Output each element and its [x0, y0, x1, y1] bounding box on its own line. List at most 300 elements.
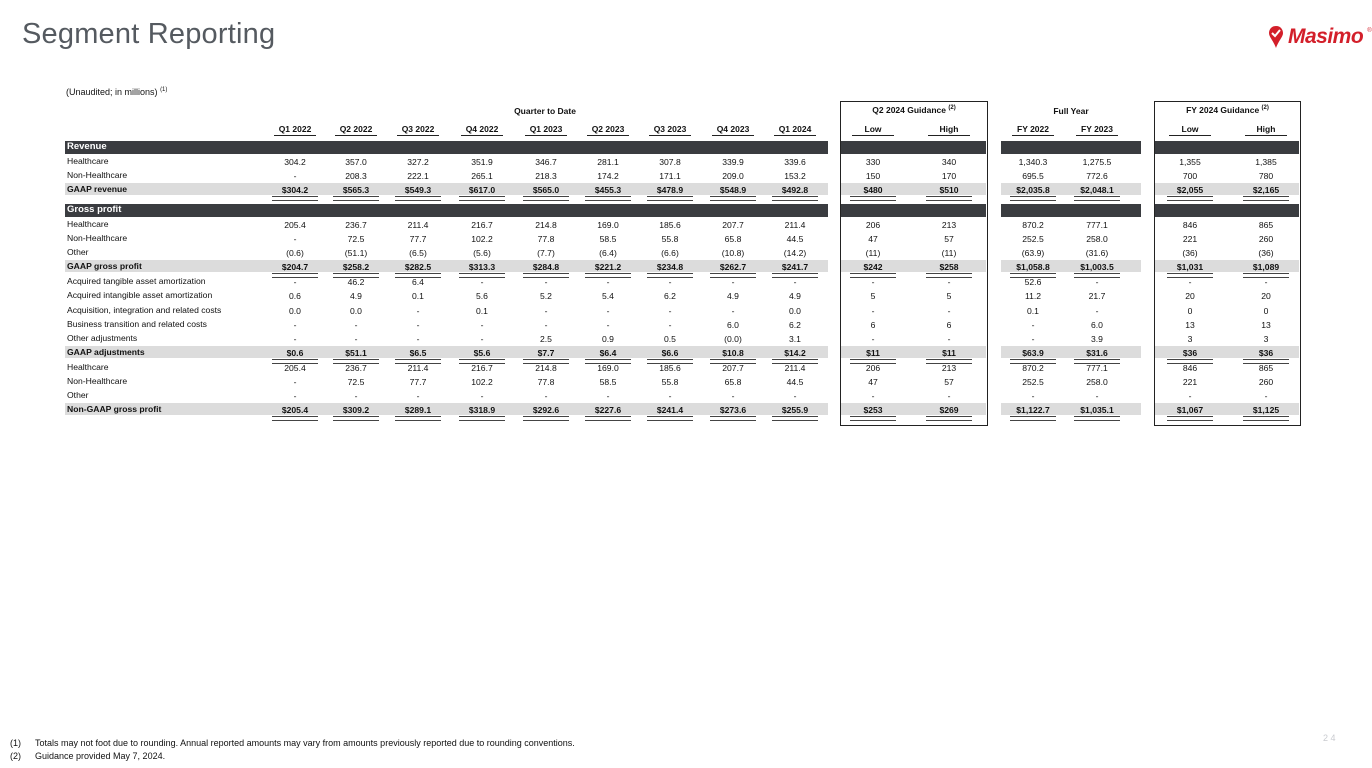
section-bar [1155, 204, 1299, 217]
column-header: Q3 2023 [649, 124, 691, 136]
table-cell: 252.5 [1022, 234, 1044, 244]
subtotal-row [0, 403, 1365, 417]
double-underline [772, 416, 818, 421]
table-cell: 213 [941, 220, 957, 230]
column-header: High [928, 124, 970, 136]
table-cell: 65.8 [724, 234, 742, 244]
double-underline [647, 416, 693, 421]
table-cell: - [544, 391, 548, 401]
table-cell: 44.5 [786, 377, 804, 387]
table-cell: $480 [863, 185, 883, 195]
table-cell: - [1095, 306, 1099, 316]
table-cell: 216.7 [471, 363, 493, 373]
table-cell: - [1031, 320, 1035, 330]
subtotal-row [0, 346, 1365, 360]
table-row [0, 169, 1365, 183]
double-underline [647, 196, 693, 201]
table-cell: $1,089 [1252, 262, 1280, 272]
table-cell: 870.2 [1022, 220, 1044, 230]
group-full-year: Full Year [1053, 106, 1089, 116]
table-cell: 47 [868, 377, 878, 387]
table-cell: 2.5 [540, 334, 552, 344]
table-row [0, 332, 1365, 346]
row-label: Non-GAAP gross profit [67, 404, 162, 414]
table-cell: 1,355 [1179, 157, 1201, 167]
table-cell: (63.9) [1021, 248, 1045, 258]
table-cell: 4.9 [789, 291, 801, 301]
table-cell: 330 [865, 157, 881, 167]
column-header: FY 2022 [1012, 124, 1054, 136]
table-cell: $0.6 [286, 348, 304, 358]
table-cell: $36 [1182, 348, 1198, 358]
column-header: Q1 2022 [274, 124, 316, 136]
table-cell: $304.2 [281, 185, 309, 195]
table-cell: 307.8 [659, 157, 681, 167]
table-cell: (11) [941, 248, 957, 258]
group-q2-2024-guidance [841, 105, 987, 115]
table-cell: 206 [865, 363, 881, 373]
table-cell: 695.5 [1022, 171, 1044, 181]
table-cell: 258.0 [1086, 377, 1108, 387]
column-header: Q1 2023 [525, 124, 567, 136]
table-cell: 169.0 [597, 220, 619, 230]
table-cell: - [668, 391, 672, 401]
table-cell: - [480, 320, 484, 330]
table-cell: - [293, 171, 297, 181]
row-label: Acquisition, integration and related costs [67, 305, 222, 315]
table-cell: - [606, 320, 610, 330]
table-cell: 72.5 [347, 377, 365, 387]
table-cell: $6.4 [599, 348, 617, 358]
double-underline [523, 196, 569, 201]
double-underline [272, 196, 318, 201]
double-underline [1010, 196, 1056, 201]
table-cell: 52.6 [1024, 277, 1042, 287]
table-cell: $6.6 [661, 348, 679, 358]
table-cell: 216.7 [471, 220, 493, 230]
table-cell: 222.1 [407, 171, 429, 181]
table-cell: 351.9 [471, 157, 493, 167]
table-cell: 780 [1258, 171, 1274, 181]
table-cell: 0 [1187, 306, 1193, 316]
table-cell: (51.1) [344, 248, 368, 258]
double-underline [710, 416, 756, 421]
table-cell: 209.0 [722, 171, 744, 181]
double-underline [272, 416, 318, 421]
q2-guidance-note: (2) [948, 105, 956, 112]
table-cell: $2,165 [1252, 185, 1280, 195]
table-cell: - [1095, 277, 1099, 287]
section-bar [65, 141, 828, 154]
row-label: Healthcare [67, 156, 109, 166]
row-label: Healthcare [67, 362, 109, 372]
row-label: GAAP adjustments [67, 347, 145, 357]
table-cell: 20 [1185, 291, 1195, 301]
table-cell: 281.1 [597, 157, 619, 167]
table-cell: $258.2 [342, 262, 370, 272]
double-underline [1074, 196, 1120, 201]
table-cell: 265.1 [471, 171, 493, 181]
table-cell: 77.7 [409, 234, 427, 244]
table-cell: - [544, 277, 548, 287]
section-bar [65, 204, 828, 217]
column-header: High [1245, 124, 1287, 136]
double-underline [333, 196, 379, 201]
logo-registered-mark: ® [1367, 28, 1372, 34]
table-cell: 1,340.3 [1018, 157, 1048, 167]
table-cell: $262.7 [719, 262, 747, 272]
table-cell: - [480, 334, 484, 344]
table-cell: 0.5 [664, 334, 676, 344]
table-cell: 174.2 [597, 171, 619, 181]
table-cell: - [293, 334, 297, 344]
table-cell: 6.2 [789, 320, 801, 330]
row-label: Non-Healthcare [67, 376, 128, 386]
table-cell: $1,122.7 [1016, 405, 1050, 415]
table-cell: 44.5 [786, 234, 804, 244]
table-cell: (0.0) [724, 334, 742, 344]
table-cell: $565.3 [342, 185, 370, 195]
table-cell: (7.7) [537, 248, 555, 258]
group-quarter-to-date: Quarter to Date [514, 106, 576, 116]
table-cell: $14.2 [784, 348, 806, 358]
double-underline [1167, 416, 1213, 421]
double-underline [1243, 196, 1289, 201]
double-underline [772, 196, 818, 201]
double-underline [1243, 416, 1289, 421]
table-cell: $289.1 [404, 405, 432, 415]
table-cell: 0 [1263, 306, 1269, 316]
table-cell: 77.8 [537, 377, 555, 387]
double-underline [333, 416, 379, 421]
table-cell: - [416, 306, 420, 316]
q2-guidance-label: Q2 2024 Guidance [872, 105, 946, 115]
table-cell: $10.8 [722, 348, 744, 358]
table-cell: 772.6 [1086, 171, 1108, 181]
table-cell: 221 [1182, 234, 1198, 244]
table-cell: 13 [1261, 320, 1271, 330]
column-header: Q2 2022 [335, 124, 377, 136]
table-cell: - [606, 277, 610, 287]
column-header: Q3 2022 [397, 124, 439, 136]
table-cell: $565.0 [532, 185, 560, 195]
table-cell: (5.6) [473, 248, 491, 258]
table-cell: - [731, 391, 735, 401]
row-label: Other [67, 390, 89, 400]
table-cell: (36) [1182, 248, 1198, 258]
column-header: Q1 2024 [774, 124, 816, 136]
footnote-number: (2) [10, 750, 21, 761]
row-label: GAAP gross profit [67, 261, 142, 271]
table-row [0, 375, 1365, 389]
table-cell: 102.2 [471, 377, 493, 387]
table-cell: 13 [1185, 320, 1195, 330]
table-row [0, 361, 1365, 375]
table-cell: - [606, 306, 610, 316]
table-cell: (6.5) [409, 248, 427, 258]
table-cell: $255.9 [781, 405, 809, 415]
table-cell: 208.3 [345, 171, 367, 181]
table-cell: - [293, 234, 297, 244]
table-cell: $241.7 [781, 262, 809, 272]
table-cell: 153.2 [784, 171, 806, 181]
footnotes [10, 737, 575, 762]
table-cell: $617.0 [468, 185, 496, 195]
table-cell: (36) [1258, 248, 1274, 258]
table-row [0, 318, 1365, 332]
double-underline [926, 416, 972, 421]
table-cell: $1,031 [1176, 262, 1204, 272]
double-underline [850, 196, 896, 201]
table-cell: 65.8 [724, 377, 742, 387]
row-label: Gross profit [67, 204, 122, 215]
table-cell: 357.0 [345, 157, 367, 167]
table-cell: $227.6 [594, 405, 622, 415]
table-cell: 6.0 [727, 320, 739, 330]
footnote-number: (1) [10, 738, 21, 748]
table-cell: 185.6 [659, 363, 681, 373]
table-cell: 214.8 [535, 220, 557, 230]
table-cell: - [480, 277, 484, 287]
table-cell: 77.7 [409, 377, 427, 387]
section-header-row [0, 204, 1365, 218]
table-cell: - [668, 277, 672, 287]
double-underline [1167, 196, 1213, 201]
table-cell: - [871, 334, 875, 344]
section-bar [841, 204, 986, 217]
table-cell: - [871, 277, 875, 287]
table-cell: $11 [866, 348, 880, 358]
footnote-text: Totals may not foot due to rounding. Annual reported amounts may vary from amounts previously reported due to rounding conventions. [35, 738, 575, 748]
group-fy-2024-guidance [1155, 105, 1300, 115]
row-label: GAAP revenue [67, 184, 128, 194]
table-cell: 20 [1261, 291, 1271, 301]
table-cell: $1,125 [1252, 405, 1280, 415]
table-cell: - [293, 391, 297, 401]
table-cell: $258 [939, 262, 959, 272]
table-cell: 339.9 [722, 157, 744, 167]
table-cell: 236.7 [345, 220, 367, 230]
table-cell: 4.9 [727, 291, 739, 301]
table-cell: $5.6 [473, 348, 491, 358]
table-cell: 11.2 [1024, 291, 1042, 301]
table-cell: 47 [868, 234, 878, 244]
table-cell: $269 [939, 405, 959, 415]
row-label: Other adjustments [67, 333, 138, 343]
table-cell: 55.8 [661, 234, 679, 244]
table-cell: $241.4 [656, 405, 684, 415]
double-underline [585, 196, 631, 201]
table-cell: $548.9 [719, 185, 747, 195]
table-cell: 5.2 [540, 291, 552, 301]
table-cell: $6.5 [409, 348, 427, 358]
table-cell: 5.4 [602, 291, 614, 301]
table-cell: - [947, 277, 951, 287]
table-row [0, 275, 1365, 289]
table-cell: $253 [863, 405, 883, 415]
double-underline [459, 416, 505, 421]
table-cell: $2,048.1 [1080, 185, 1114, 195]
fy-guidance-label: FY 2024 Guidance [1186, 105, 1260, 115]
table-cell: 865 [1258, 363, 1274, 373]
table-cell: 346.7 [535, 157, 557, 167]
table-cell: 213 [941, 363, 957, 373]
table-cell: - [947, 306, 951, 316]
table-cell: $478.9 [656, 185, 684, 195]
table-cell: - [1188, 391, 1192, 401]
column-header: Low [852, 124, 894, 136]
table-cell: $284.8 [532, 262, 560, 272]
table-cell: - [416, 320, 420, 330]
table-cell: $205.4 [281, 405, 309, 415]
table-cell: $1,067 [1176, 405, 1204, 415]
masimo-logo-icon [1268, 25, 1284, 49]
masimo-logo [1268, 20, 1372, 54]
table-cell: 57 [944, 377, 954, 387]
table-cell: $292.6 [532, 405, 560, 415]
table-cell: - [668, 320, 672, 330]
table-cell: 102.2 [471, 234, 493, 244]
table-cell: (14.2) [783, 248, 807, 258]
table-cell: 205.4 [284, 363, 306, 373]
table-cell: $2,055 [1176, 185, 1204, 195]
subtitle-text: (Unaudited; in millions) [66, 87, 158, 97]
row-label: Acquired tangible asset amortization [67, 276, 206, 286]
table-cell: 0.0 [789, 306, 801, 316]
table-cell: 236.7 [345, 363, 367, 373]
table-cell: 4.9 [350, 291, 362, 301]
table-cell: 258.0 [1086, 234, 1108, 244]
table-cell: 218.3 [535, 171, 557, 181]
table-row [0, 289, 1365, 303]
table-cell: 21.7 [1088, 291, 1106, 301]
table-cell: 72.5 [347, 234, 365, 244]
row-label: Healthcare [67, 219, 109, 229]
section-bar [1001, 141, 1141, 154]
table-cell: $282.5 [404, 262, 432, 272]
table-cell: - [731, 306, 735, 316]
table-cell: $1,035.1 [1080, 405, 1114, 415]
table-cell: 211.4 [784, 363, 806, 373]
table-cell: 339.6 [784, 157, 806, 167]
table-cell: 6.4 [412, 277, 424, 287]
table-cell: 0.6 [289, 291, 301, 301]
double-underline [395, 196, 441, 201]
subtotal-row [0, 260, 1365, 274]
table-cell: - [1188, 277, 1192, 287]
table-cell: $221.2 [594, 262, 622, 272]
double-underline [926, 196, 972, 201]
table-cell: (0.6) [286, 248, 304, 258]
double-underline [1010, 416, 1056, 421]
table-cell: 700 [1182, 171, 1198, 181]
table-cell: 58.5 [599, 377, 617, 387]
row-label: Business transition and related costs [67, 319, 207, 329]
table-cell: 865 [1258, 220, 1274, 230]
column-header: Q2 2023 [587, 124, 629, 136]
table-cell: 340 [941, 157, 957, 167]
table-cell: 3.1 [789, 334, 801, 344]
table-cell: - [871, 306, 875, 316]
logo-wordmark: Masimo [1288, 25, 1364, 48]
table-cell: 6 [946, 320, 952, 330]
table-cell: - [793, 391, 797, 401]
table-row [0, 304, 1365, 318]
table-cell: 5 [870, 291, 876, 301]
table-cell: - [1031, 334, 1035, 344]
table-cell: 1,275.5 [1082, 157, 1112, 167]
table-cell: $1,058.8 [1016, 262, 1050, 272]
table-cell: 185.6 [659, 220, 681, 230]
table-cell: 870.2 [1022, 363, 1044, 373]
table-cell: 252.5 [1022, 377, 1044, 387]
table-cell: (6.4) [599, 248, 617, 258]
footnote-1 [10, 737, 575, 750]
table-cell: 846 [1182, 220, 1198, 230]
table-cell: $11 [942, 348, 956, 358]
row-label: Other [67, 247, 89, 257]
table-cell: 0.1 [412, 291, 424, 301]
row-label: Non-Healthcare [67, 233, 128, 243]
table-cell: 777.1 [1086, 220, 1108, 230]
table-cell: 0.1 [1027, 306, 1039, 316]
row-label: Revenue [67, 141, 107, 152]
table-cell: 3 [1263, 334, 1269, 344]
table-cell: 260 [1258, 234, 1274, 244]
table-cell: - [416, 334, 420, 344]
table-cell: 0.9 [602, 334, 614, 344]
table-cell: - [354, 334, 358, 344]
table-cell: 0.1 [476, 306, 488, 316]
table-cell: 57 [944, 234, 954, 244]
table-row [0, 389, 1365, 403]
table-cell: 6.0 [1091, 320, 1103, 330]
table-cell: $549.3 [404, 185, 432, 195]
table-cell: $204.7 [281, 262, 309, 272]
table-cell: $455.3 [594, 185, 622, 195]
table-cell: 170 [941, 171, 957, 181]
table-cell: 327.2 [407, 157, 429, 167]
double-underline [395, 416, 441, 421]
row-label: Acquired intangible asset amortization [67, 290, 213, 300]
table-cell: - [416, 391, 420, 401]
section-bar [1001, 204, 1141, 217]
column-header: Low [1169, 124, 1211, 136]
page-title: Segment Reporting [22, 18, 276, 50]
table-cell: - [1264, 391, 1268, 401]
table-cell: 1,385 [1255, 157, 1277, 167]
table-cell: - [1095, 391, 1099, 401]
table-cell: 304.2 [284, 157, 306, 167]
table-row [0, 218, 1365, 232]
fy-guidance-note: (2) [1261, 105, 1269, 112]
table-cell: $273.6 [719, 405, 747, 415]
table-cell: - [606, 391, 610, 401]
double-underline [710, 196, 756, 201]
table-cell: - [947, 334, 951, 344]
table-cell: $318.9 [468, 405, 496, 415]
table-cell: - [293, 377, 297, 387]
table-cell: (6.6) [661, 248, 679, 258]
row-label: Non-Healthcare [67, 170, 128, 180]
column-header: Q4 2022 [461, 124, 503, 136]
table-cell: $7.7 [537, 348, 555, 358]
table-cell: - [871, 391, 875, 401]
section-header-row [0, 141, 1365, 155]
table-cell: $309.2 [342, 405, 370, 415]
table-cell: 6 [870, 320, 876, 330]
table-cell: 211.4 [407, 363, 429, 373]
